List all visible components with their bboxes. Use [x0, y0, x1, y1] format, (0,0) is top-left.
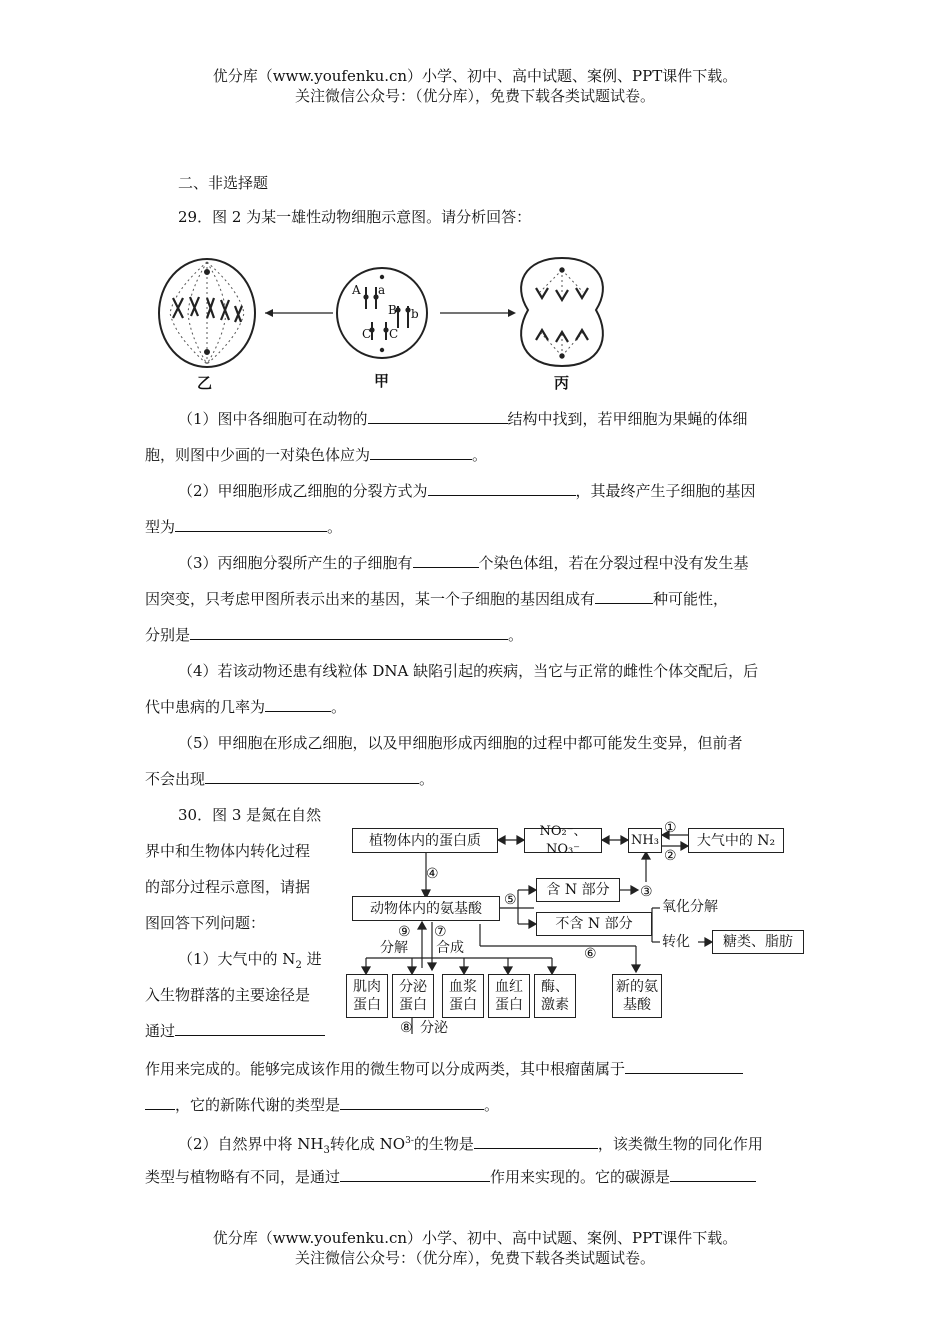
box-atm-n2: 大气中的 N₂: [688, 828, 784, 853]
box-hemoglobin: 血红蛋白: [488, 974, 530, 1018]
q30-line10: （2）自然界中将 $NH_3$转化成 $NO^{3-}$的生物是 ，该类微生物的同化作用: [178, 1135, 763, 1156]
label-synthesize: 合成: [436, 940, 464, 956]
gene-label-b: b: [411, 307, 419, 321]
q30-line8: 作用来完成的。能够完成该作用的微生物可以分成两类，其中根瘤菌属于: [145, 1058, 743, 1080]
box-secreted-protein: 分泌蛋白: [392, 974, 434, 1018]
q29-p4-line2: 代中患病的几率为 。: [145, 698, 347, 716]
gene-label-C1: C: [362, 327, 372, 341]
cell-label-jia: 甲: [374, 372, 390, 390]
box-plasma-protein: 血浆蛋白: [442, 974, 484, 1018]
box-sugar-fat: 糖类、脂肪: [712, 930, 804, 954]
circle-num-1: ①: [664, 820, 677, 836]
q30-line6: 入生物群落的主要途径是: [145, 986, 311, 1004]
circle-num-8: ⑧: [400, 1020, 413, 1036]
box-new-aa: 新的氨基酸: [612, 974, 662, 1018]
q30-line4: 图回答下列问题：: [145, 914, 266, 932]
q29-p1-line2: 胞，则图中少画的一对染色体应为 。: [145, 446, 488, 464]
header-line-1: 优分库（www.youfenku.cn）小学、初中、高中试题、案例、PPT课件下载。: [212, 67, 738, 85]
label-convert: 转化: [662, 934, 690, 950]
circle-num-5: ⑤: [504, 892, 517, 908]
header-line-2: 关注微信公众号：（优分库），免费下载各类试题试卷。: [294, 87, 655, 105]
q29-p3-line3: 分别是 。: [145, 626, 524, 644]
q30-line9: ，它的新陈代谢的类型是 。: [145, 1094, 499, 1116]
q29-p3-line2: 因突变，只考虑甲图所表示出来的基因，某一个子细胞的基因组成有 种可能性，: [145, 590, 729, 608]
q30-line2: 界中和生物体内转化过程: [145, 842, 311, 860]
q29-p4-line1: （4）若该动物还患有线粒体 DNA 缺陷引起的疾病，当它与正常的雌性个体交配后，后: [178, 662, 759, 680]
q30-line3: 的部分过程示意图，请据: [145, 878, 311, 896]
q29-p1-line1: （1）图中各细胞可在动物的 结构中找到，若甲细胞为果蝇的体细: [178, 410, 748, 428]
cell-label-bing: 丙: [554, 374, 570, 392]
circle-num-2: ②: [664, 848, 677, 864]
q29-p5-line2: 不会出现 。: [145, 770, 435, 788]
box-n-part: 含 N 部分: [536, 878, 620, 902]
circle-num-6: ⑥: [584, 946, 597, 962]
box-no-ions: NO₂⁻、NO₃⁻: [524, 828, 602, 853]
footer-line-2: 关注微信公众号：（优分库），免费下载各类试题试卷。: [294, 1249, 655, 1267]
box-muscle-protein: 肌肉蛋白: [346, 974, 388, 1018]
q30-line7: 通过: [145, 1020, 325, 1042]
circle-num-9: ⑨: [398, 924, 411, 940]
box-animal-aa: 动物体内的氨基酸: [352, 896, 500, 921]
q30-line11: 类型与植物略有不同，是通过 作用来实现的。它的碳源是: [145, 1166, 756, 1188]
q29-p5-line1: （5）甲细胞在形成乙细胞，以及甲细胞形成丙细胞的过程中都可能发生变异，但前者: [178, 734, 743, 752]
label-oxidize: 氧化分解: [662, 899, 718, 915]
gene-label-a: a: [378, 283, 386, 297]
q29-p2-line1: （2）甲细胞形成乙细胞的分裂方式为 ，其最终产生子细胞的基因: [178, 482, 756, 500]
section-title: 二、非选择题: [178, 174, 269, 192]
q29-p2-line2: 型为 。: [145, 518, 343, 536]
footer-line-1: 优分库（www.youfenku.cn）小学、初中、高中试题、案例、PPT课件下载。: [212, 1229, 738, 1247]
circle-num-4: ④: [426, 866, 439, 882]
box-nh3: NH₃: [628, 828, 662, 853]
gene-label-B: B: [388, 303, 397, 317]
circle-num-3: ③: [640, 884, 653, 900]
circle-num-7: ⑦: [434, 924, 447, 940]
gene-label-C2: C: [389, 327, 399, 341]
q29-stem: 29．图 2 为某一雄性动物细胞示意图。请分析回答：: [178, 208, 532, 226]
q29-p3-line1: （3）丙细胞分裂所产生的子细胞有 个染色体组，若在分裂过程中没有发生基: [178, 554, 749, 572]
box-enzyme-hormone: 酶、激素: [534, 974, 576, 1018]
label-secrete: 分泌: [420, 1020, 448, 1036]
box-non-n-part: 不含 N 部分: [536, 912, 652, 936]
label-decompose: 分解: [380, 940, 408, 956]
box-plant-protein: 植物体内的蛋白质: [352, 828, 498, 853]
cell-label-yi: 乙: [197, 374, 213, 392]
q30-line5: （1）大气中的 $N_2$ 进: [178, 950, 322, 971]
q30-line1: 30．图 3 是氮在自然: [178, 806, 322, 824]
gene-label-A: A: [352, 283, 361, 297]
